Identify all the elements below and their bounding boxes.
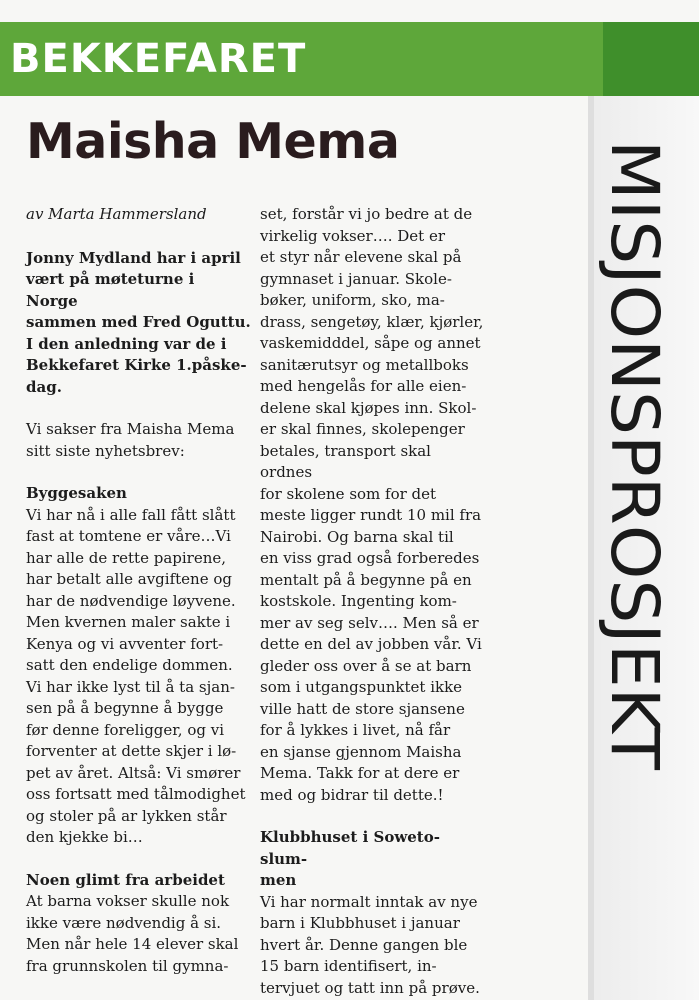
body-line: set, forstår vi jo bedre at de: [260, 205, 473, 223]
body-line: betales, transport skal ordnes: [260, 441, 431, 481]
body-line: Men når hele 14 elever skal: [26, 935, 239, 953]
side-title-svg: [596, 140, 685, 770]
body-line: Vi har nå i alle fall fått slått: [26, 505, 236, 524]
body-line: Kenya og vi avventer fort-: [26, 634, 224, 653]
body-line: med hengelås for alle eien-: [260, 377, 467, 395]
body-line: for å lykkes i livet, nå får: [260, 721, 451, 739]
body-line: gymnaset i januar. Skole-: [260, 269, 452, 288]
body-line: drass, sengetøy, klær, kjørler,: [260, 312, 484, 331]
body-line: ville hatt de store sjansene: [260, 699, 465, 718]
body-line: pet av året. Altså: Vi smører: [26, 763, 241, 782]
body-line: Mema. Takk for at dere er: [260, 764, 460, 782]
continued-paragraph: [260, 204, 485, 806]
body-line: sen på å begynne å bygge: [26, 699, 224, 717]
body-line: gleder oss over å se at barn: [260, 656, 472, 675]
body-line: er skal finnes, skolepenger: [260, 420, 465, 438]
section-byggesaken: [26, 483, 251, 849]
body-line: meste ligger rundt 10 mil fra: [260, 506, 482, 524]
body-line: har betalt alle avgiftene og: [26, 570, 232, 588]
body-line: en sjanse gjennom Maisha: [260, 742, 462, 761]
section-heading: Noen glimt fra arbeidet: [26, 870, 225, 889]
body-line: fast at tomtene er våre…Vi: [26, 527, 231, 545]
body-line: kostskole. Ingenting kom-: [260, 592, 457, 610]
body-line: med og bidrar til dette.!: [260, 785, 444, 804]
body-line: virkelig vokser…. Det er: [260, 226, 445, 245]
body-line: har alle de rette papirene,: [26, 548, 227, 567]
intro-line: Bekkefaret Kirke 1.påske-: [26, 356, 247, 374]
section-heading: men: [260, 871, 297, 889]
lead-line: Vi sakser fra Maisha Mema: [26, 420, 235, 438]
side-title-wrapper: [596, 140, 685, 770]
body-line: den kjekke bi…: [26, 828, 143, 846]
section-heading: Klubbhuset i Soweto-slum-: [260, 828, 440, 868]
body-line: og stoler på ar lykken står: [26, 806, 227, 825]
section-klubbhuset: [260, 827, 485, 999]
intro-line: I den anledning var de i: [26, 334, 227, 353]
body-line: før denne foreligger, og vi: [26, 720, 225, 739]
body-line: dette en del av jobben vår. Vi: [260, 635, 482, 653]
body-line: bøker, uniform, sko, ma-: [260, 291, 445, 309]
body-line: hvert år. Denne gangen ble: [260, 935, 468, 954]
body-line: vaskemidddel, såpe og annet: [260, 334, 481, 352]
intro-line: vært på møteturne i Norge: [26, 270, 195, 310]
body-line: fra grunnskolen til gymna-: [26, 956, 229, 975]
lead-paragraph: [26, 419, 251, 462]
body-line: ikke være nødvendig å si.: [26, 913, 222, 932]
section-label: BEKKEFARET: [10, 36, 307, 82]
body-line: sanitærutsyr og metallboks: [260, 355, 469, 374]
section-heading: Byggesaken: [26, 484, 127, 502]
column-left: [26, 204, 251, 977]
body-line: tervjuet og tatt inn på prøve.: [260, 978, 480, 997]
header-banner-tab: [603, 22, 699, 96]
lead-line: sitt siste nyhetsbrev:: [26, 441, 185, 460]
body-line: oss fortsatt med tålmodighet: [26, 785, 246, 803]
body-line: 15 barn identifisert, in-: [260, 957, 437, 975]
body-line: satt den endelige dommen.: [26, 656, 233, 674]
body-line: Vi har normalt inntak av nye: [260, 892, 478, 911]
body-line: forventer at dette skjer i lø-: [26, 742, 237, 760]
side-panel-edge: [588, 96, 594, 1000]
intro-line: Jonny Mydland har i april: [26, 248, 241, 267]
body-line: et styr når elevene skal på: [260, 248, 462, 266]
column-right: [260, 204, 485, 999]
body-line: At barna vokser skulle nok: [26, 892, 230, 910]
intro-paragraph: [26, 248, 251, 399]
article-title: Maisha Mema: [26, 113, 400, 170]
body-line: Nairobi. Og barna skal til: [260, 527, 454, 546]
body-line: mentalt på å begynne på en: [260, 570, 472, 589]
body-line: som i utgangspunktet ikke: [260, 678, 463, 696]
body-line: Men kvernen maler sakte i: [26, 613, 231, 631]
body-line: barn i Klubbhuset i januar: [260, 914, 460, 932]
body-line: mer av seg selv…. Men så er: [260, 613, 479, 632]
body-line: Vi har ikke lyst til å ta sjan-: [26, 677, 235, 696]
body-line: delene skal kjøpes inn. Skol-: [260, 398, 477, 417]
body-line: har de nødvendige løyvene.: [26, 591, 236, 610]
intro-line: dag.: [26, 377, 62, 396]
intro-line: sammen med Fred Oguttu.: [26, 313, 251, 331]
body-line: for skolene som for det: [260, 484, 437, 503]
side-title: MISJONSPROSJEKT: [596, 140, 673, 741]
article-byline: av Marta Hammersland: [26, 205, 207, 223]
body-line: en viss grad også forberedes: [260, 549, 480, 567]
section-glimt: [26, 870, 251, 978]
